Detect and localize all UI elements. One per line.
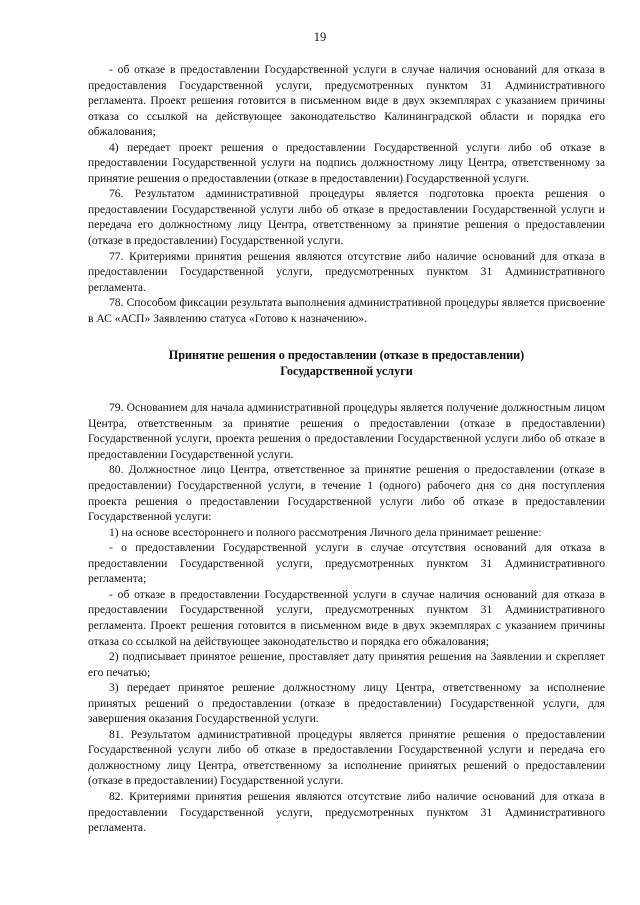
section-heading-line-1: Принятие решения о предоставлении (отказе в предоставлении) (168, 348, 525, 363)
paragraph-78: 78. Способом фиксации результата выполнения административной процедуры является присвоение в АС «АСП» Заявлению статуса «Готово к назначению». (88, 296, 605, 325)
section-heading-line-2: Государственной услуги (280, 364, 413, 379)
paragraph-refusal-clause: - об отказе в предоставлении Государственной услуги в случае наличия оснований для отказа в предоставления Государственной услуги, предусмотренных пунктом 31 Административного регламента. Проект решения готовится в письменном виде в двух экземплярах с указанием причины отказа со ссылкой на действующее законодательство Калининградской области и порядка его обжалования; (88, 63, 605, 139)
paragraph-81: 81. Результатом административной процедуры является принятие решения о предоставлении Государственной услуги либо об отказе в предоставлении Государственной услуги и передача его должностному лицу Центра, ответственному за исполнение принятых решений о предоставлении (отказе в предоставлении) Государственной услуги. (88, 727, 605, 788)
paragraph-76: 76. Результатом административной процедуры является подготовка проекта решения о предоставлении Государственной услуги либо об отказе в предоставлении Государственной услуги и передача его должностному лицу Центра, ответственному за принятие решения о предоставлении (отказе в предоставлении) Государственной услуги. (88, 187, 605, 248)
paragraph-80-grant-clause: - о предоставлении Государственной услуги в случае отсутствия оснований для отказа в предоставлении Государственной услуги, предусмотренных пунктом 31 Административного регламента; (88, 541, 605, 586)
paragraph-80: 80. Должностное лицо Центра, ответственное за принятие решения о предоставлении (отказе в предоставлении) Государственной услуги, в течение 1 (одного) рабочего дня со дня поступления проекта решения о предоставлении Государственной услуги либо об отказе в предоставлении Государственной услуги: (88, 463, 605, 524)
paragraph-80-item-3: 3) передает принятое решение должностному лицу Центра, ответственному за исполнение принятых решений о предоставлении (отказе в предоставлении) Государственной услуги, для завершения оказания Государственной услуги. (88, 681, 605, 726)
paragraph-item-4: 4) передает проект решения о предоставлении Государственной услуги либо об отказе в предоставлении Государственной услуги на подпись должностному лицу Центра, ответственному за принятие решения о предоставлении (отказе в предоставлении) Государственной услуги. (88, 140, 605, 185)
paragraph-79: 79. Основанием для начала административной процедуры является получение должностным лицом Центра, ответственным за принятие решения о предоставлении (отказе в предоставлении) Государственной услуги, проекта решения о предоставлении Государственной услуги либо об отказе в предоставлении Государственной услуги. (88, 401, 605, 461)
paragraph-77: 77. Критериями принятия решения являются отсутствие либо наличие оснований для отказа в предоставлении Государственной услуги, предусмотренных пунктом 31 Административного регламента. (88, 249, 605, 294)
paragraph-80-item-2: 2) подписывает принятое решение, проставляет дату принятия решения на Заявлении и скрепляет его печатью; (88, 650, 605, 679)
page-number: 19 (313, 30, 327, 44)
document-body (88, 62, 605, 836)
paragraph-82: 82. Критериями принятия решения являются отсутствие либо наличие оснований для отказа в предоставлении Государственной услуги, предусмотренных пунктом 31 Административного регламента. (88, 789, 605, 835)
paragraph-80-item-1: 1) на основе всестороннего и полного рассмотрения Личного дела принимает решение: (109, 525, 542, 539)
paragraph-80-refusal-clause: - об отказе в предоставлении Государственной услуги в случае наличия оснований для отказа в предоставлении Государственной услуги, предусмотренных пунктом 31 Административного регламента. Проект решения готовится в письменном виде в двух экземплярах с указанием причины отказа со ссылкой на действующее законодательство и порядка его обжалования; (88, 587, 605, 648)
